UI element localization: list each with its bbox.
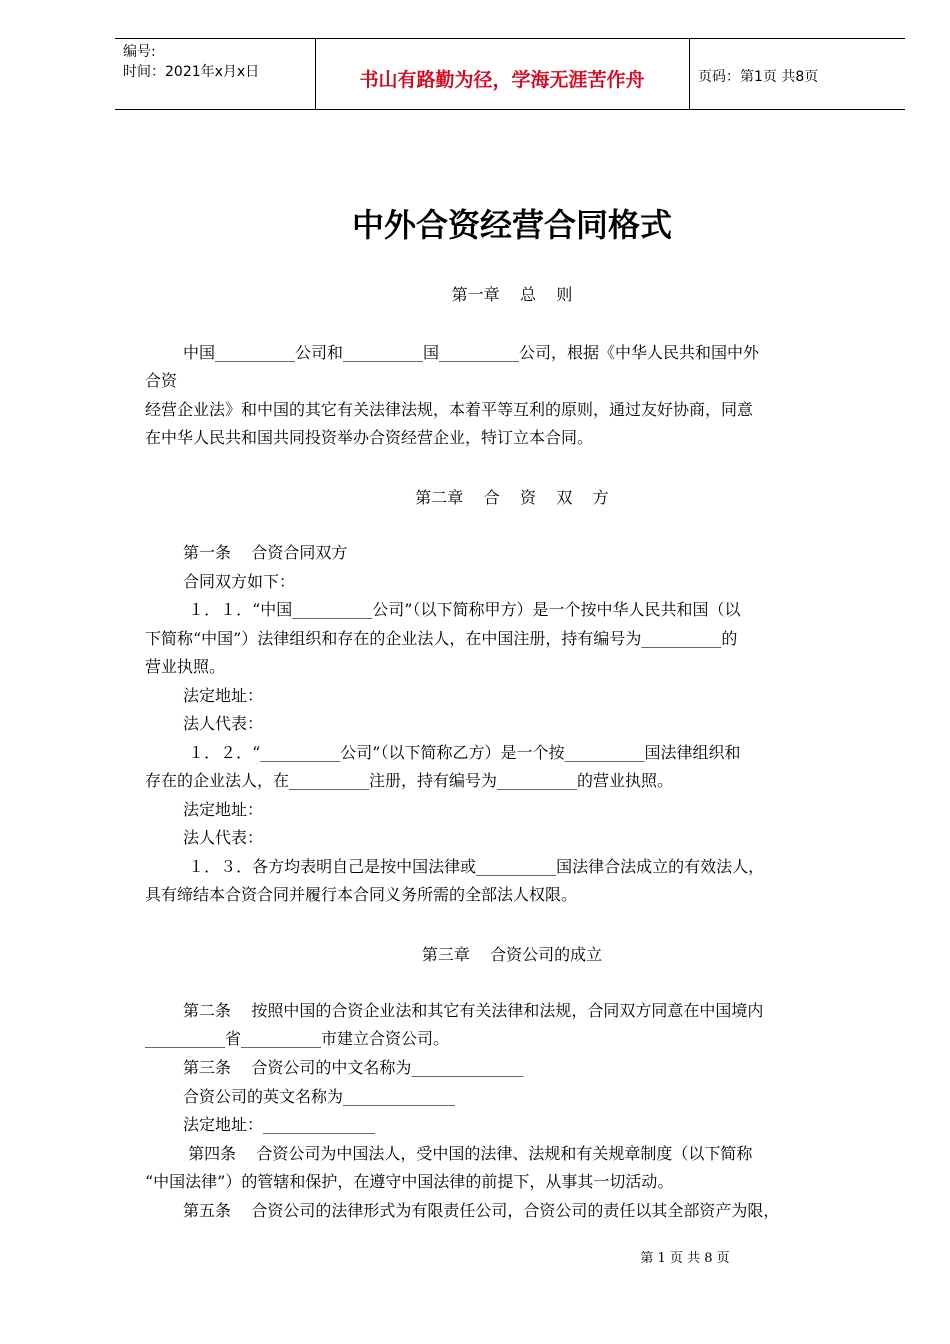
time-label: 时间：2021年x月x日	[123, 64, 260, 80]
document-title: 中外合资经营合同格式	[351, 206, 672, 244]
paragraph-line: 经营企业法》和中国的其它有关法律法规，本着平等互利的原则，通过友好协商，同意	[145, 400, 754, 419]
paragraph-line: 营业执照。	[145, 657, 226, 676]
paragraph-line: 第四条 合资公司为中国法人，受中国的法律、法规和有关规章制度（以下简称	[183, 1144, 753, 1163]
paragraph-line: 合同双方如下：	[183, 572, 296, 591]
paragraph-line: １．３．各方均表明自己是按中国法律或__________国法律合法成立的有效法人，	[183, 857, 765, 876]
paragraph-line: 第三条 合资公司的中文名称为______________	[183, 1058, 524, 1077]
legal-representative-label: 法人代表：	[183, 714, 264, 733]
paragraph-line: １．２．“__________公司”（以下简称乙方）是一个按__________国法律组织和	[183, 743, 741, 762]
chapter-heading-1: 第一章 总 则	[451, 285, 573, 304]
header-motto-cell	[315, 39, 690, 109]
paragraph-line: 存在的企业法人，在__________注册，持有编号为__________的营业执照。	[145, 771, 674, 790]
page-footer-number: 第 1 页 共 8 页	[640, 1251, 730, 1266]
header-page-cell	[690, 39, 905, 109]
paragraph-line: 中国__________公司和__________国__________公司，根据《中华人民共和国中外	[183, 343, 760, 362]
paragraph-line: 法定地址：______________	[183, 1115, 376, 1134]
paragraph-line: 第五条 合资公司的法律形式为有限责任公司，合资公司的责任以其全部资产为限，	[183, 1201, 780, 1220]
page-header	[115, 38, 905, 110]
paragraph-line: 合资公司的英文名称为______________	[183, 1087, 456, 1106]
paragraph-line: 合资	[145, 371, 178, 390]
paragraph-line: 具有缔结本合资合同并履行本合同义务所需的全部法人权限。	[145, 885, 578, 904]
paragraph-line: “中国法律”）的管辖和保护，在遵守中国法律的前提下，从事其一切活动。	[145, 1172, 674, 1191]
paragraph-line: __________省__________市建立合资公司。	[145, 1029, 450, 1048]
motto: 书山有路勤为径，学海无涯苦作舟	[359, 69, 645, 91]
paragraph-line: 第二条 按照中国的合资企业法和其它有关法律和法规，合同双方同意在中国境内	[183, 1001, 764, 1020]
chapter-heading-2: 第二章 合 资 双 方	[415, 488, 609, 507]
number-label: 编号:	[123, 44, 156, 60]
legal-address-label: 法定地址：	[183, 800, 264, 819]
paragraph-line: １．１．“中国__________公司”（以下简称甲方）是一个按中华人民共和国（以	[183, 600, 741, 619]
page-code: 页码：第1页 共8页	[698, 69, 819, 85]
legal-address-label: 法定地址：	[183, 686, 264, 705]
paragraph-line: 在中华人民共和国共同投资举办合资经营企业，特订立本合同。	[145, 428, 594, 447]
header-meta-cell	[115, 39, 316, 109]
chapter-heading-3: 第三章 合资公司的成立	[421, 945, 603, 964]
paragraph-line: 下简称“中国”）法律组织和存在的企业法人，在中国注册，持有编号为__________的	[145, 629, 738, 648]
legal-representative-label: 法人代表：	[183, 828, 264, 847]
article-title: 第一条 合资合同双方	[183, 543, 348, 562]
